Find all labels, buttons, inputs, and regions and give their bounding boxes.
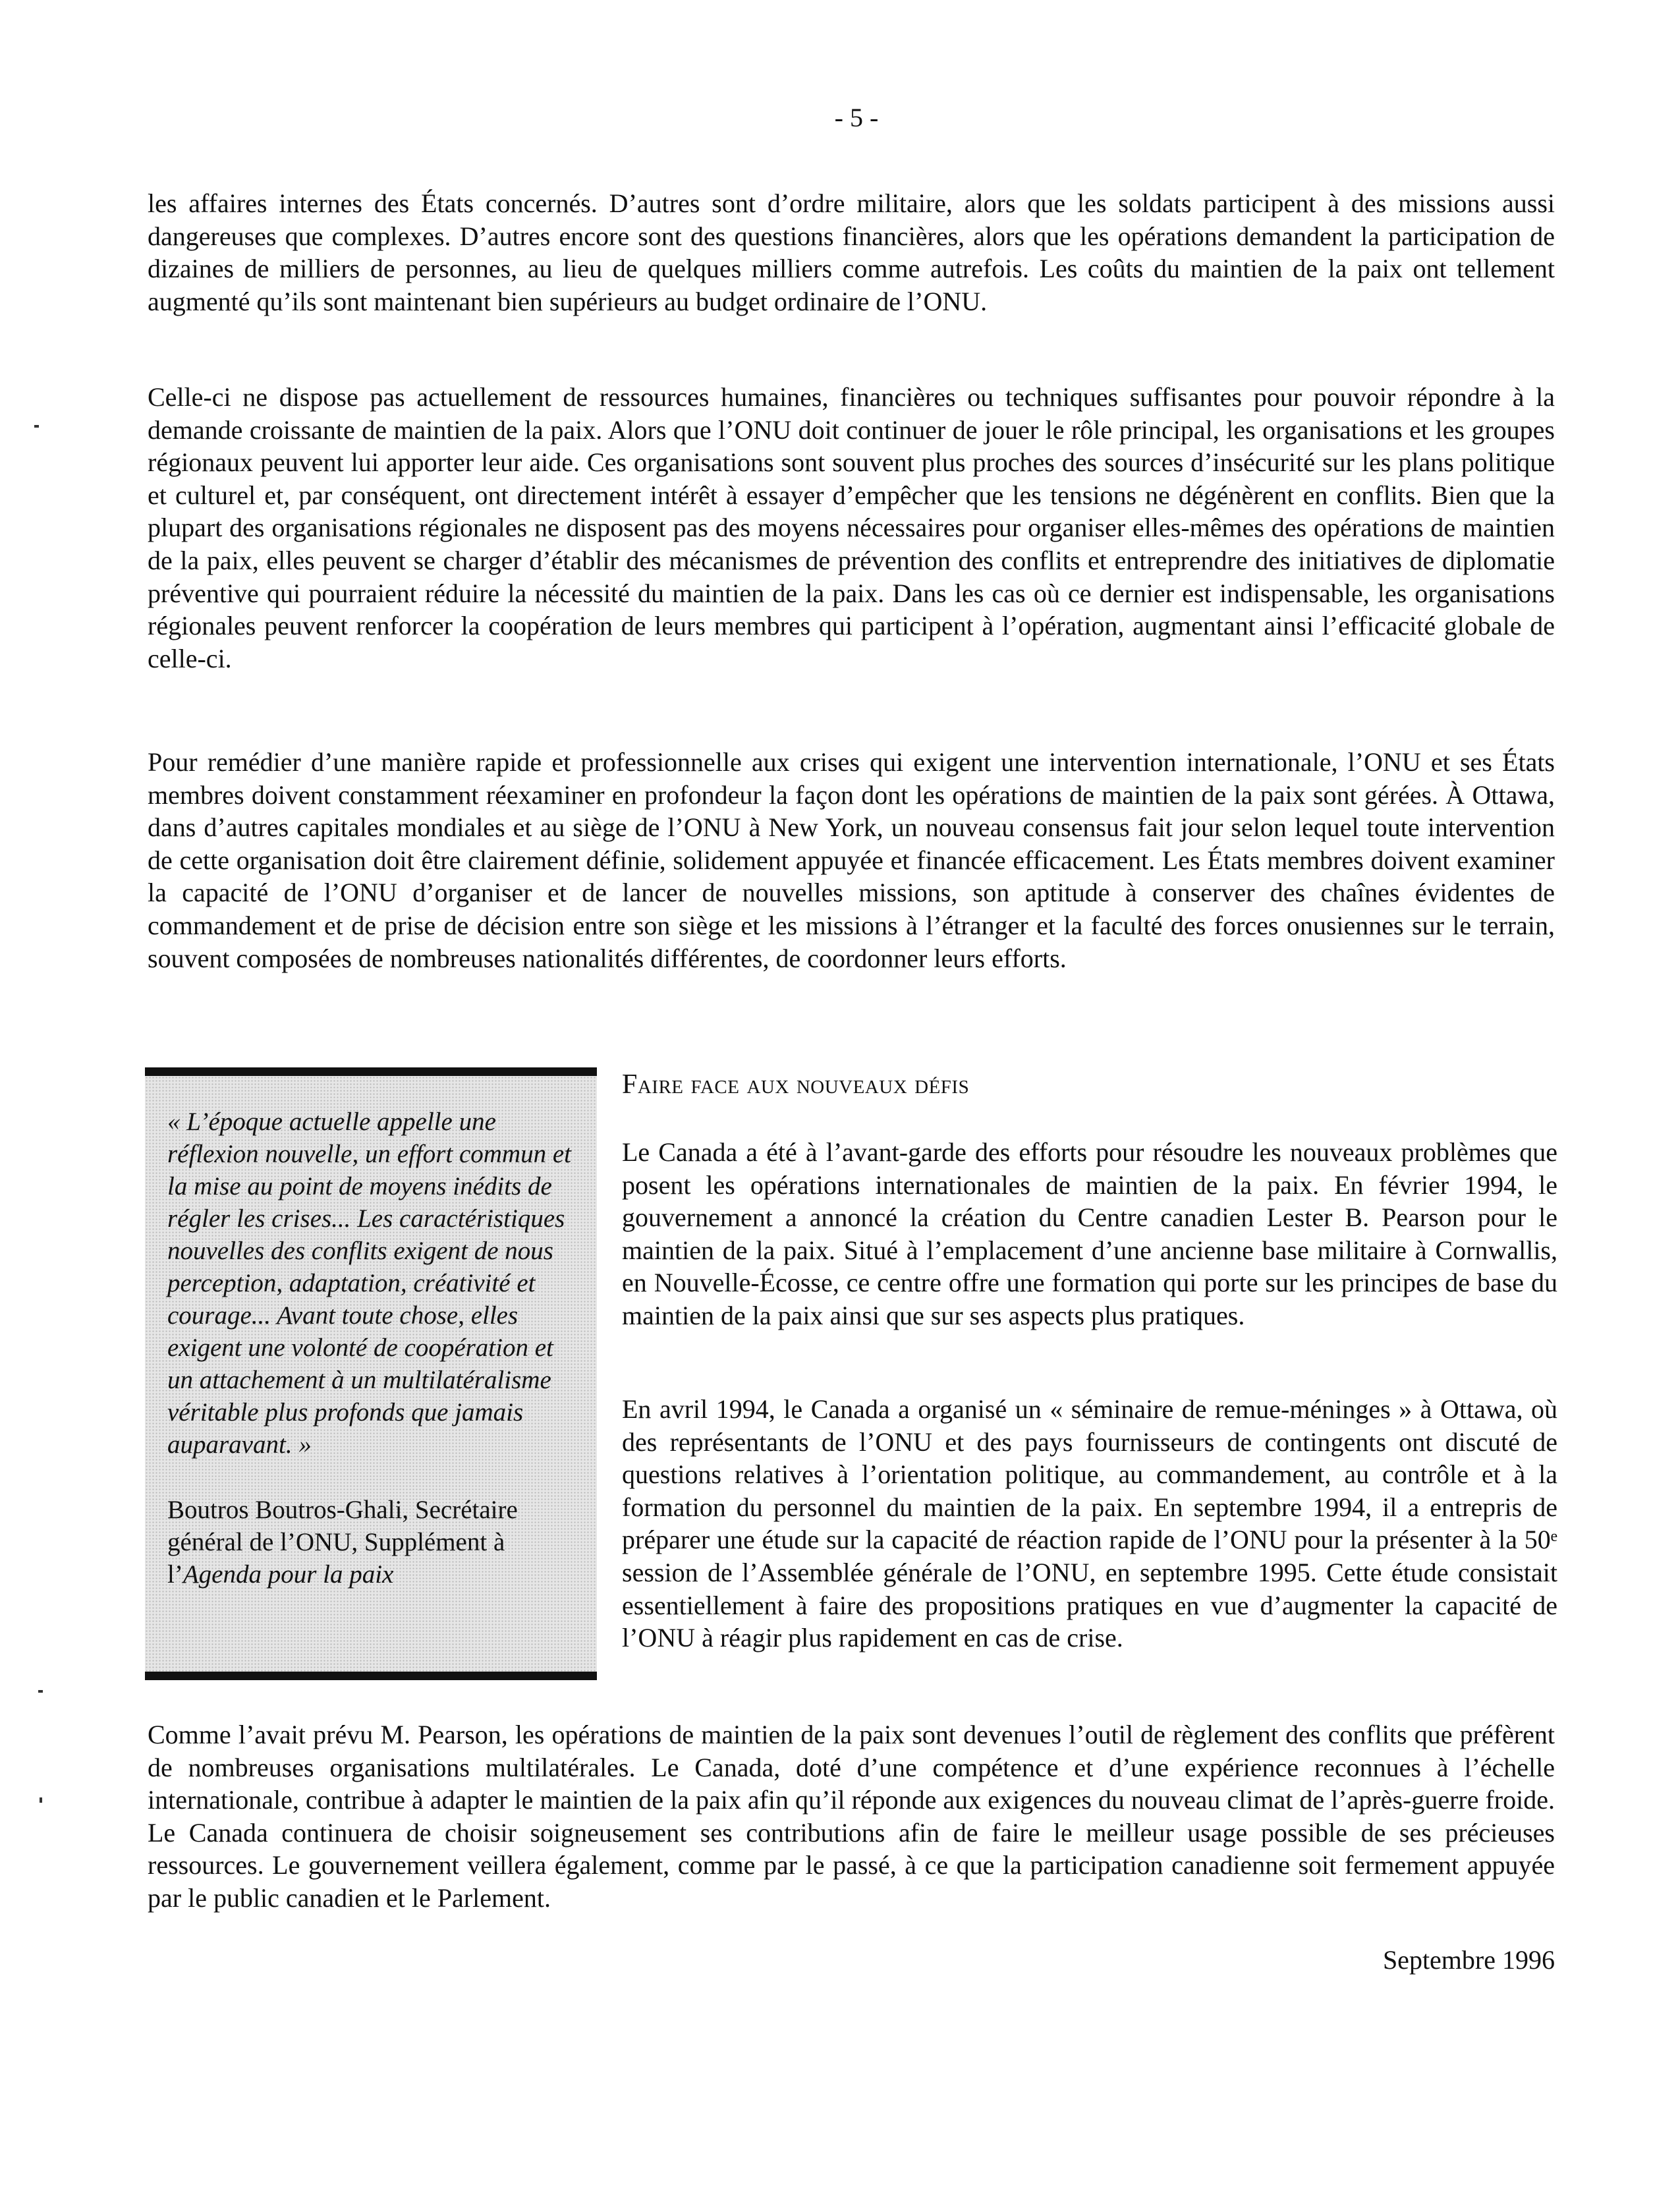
scan-speck bbox=[34, 425, 39, 428]
sidebar-attribution bbox=[167, 1494, 580, 1591]
body-paragraph: En avril 1994, le Canada a organisé un « séminaire de remue-méninges » à Ottawa, où des représentants de l’ONU et des pays fournisseurs de contingents ont discuté de questions relatives à l’orientation politique, au commandement, au contrôle et à la formation du personnel du maintien de la paix. En septembre 1994, il a entrepris de préparer une étude sur la capacité de réaction rapide de l’ONU pour la présenter à la 50ᵉ session de l’Assemblée générale de l’ONU, en septembre 1995. Cette étude consistait essentiellement à faire des propositions pratiques en vue d’augmenter la capacité de l’ONU à réagir plus rapidement en cas de crise. bbox=[622, 1394, 1557, 1653]
scan-speck bbox=[40, 1797, 42, 1803]
body-paragraph: Comme l’avait prévu M. Pearson, les opérations de maintien de la paix sont devenues l’outil de règlement des conflits que préfèrent de nombreuses organisations multilatérales. Le Canada, doté d’une compétence et d’une expérience reconnues à l’échelle internationale, contribue à adapter le maintien de la paix afin qu’il réponde aux exigences du nouveau climat de l’après-guerre froide. Le Canada continuera de choisir soigneusement ses contributions afin de faire le meilleur usage possible de ses précieuses ressources. Le gouvernement veillera également, comme par le passé, à ce que la participation canadienne soit fermement appuyée par le public canadien et le Parlement. bbox=[148, 1720, 1555, 1913]
body-paragraph: les affaires internes des États concernés. D’autres sont d’ordre militaire, alors que les soldats participent à des missions aussi dangereuses que complexes. D’autres encore sont des questions financières, alors que les opérations demandent la participation de dizaines de milliers de personnes, au lieu de quelques milliers comme autrefois. Les coûts du maintien de la paix ont tellement augmenté qu’ils sont maintenant bien supérieurs au budget ordinaire de l’ONU. bbox=[148, 188, 1555, 316]
page-number: - 5 - bbox=[834, 103, 879, 132]
body-paragraph: Celle-ci ne dispose pas actuellement de ressources humaines, financières ou techniques suffisantes pour pouvoir répondre à la demande croissante de maintien de la paix. Alors que l’ONU doit continuer de jouer le rôle principal, les organisations et les groupes régionaux peuvent lui apporter leur aide. Ces organisations sont souvent plus proches des sources d’insécurité sur les plans politique et culturel et, par conséquent, ont directement intérêt à essayer d’empêcher que les tensions ne dégénèrent en conflits. Bien que la plupart des organisations régionales ne disposent pas des moyens nécessaires pour organiser elles-mêmes des opérations de maintien de la paix, elles peuvent se charger d’établir des mécanismes de prévention des conflits et entreprendre des initiatives de diplomatie préventive qui pourraient réduire la nécessité du maintien de la paix. Dans les cas où ce dernier est indispensable, les organisations régionales peuvent renforcer la coopération de leurs membres qui participent à l’opération, augmentant ainsi l’efficacité globale de celle-ci. bbox=[148, 382, 1555, 673]
sidebar-quote: « L’époque actuelle appelle une réflexion nouvelle, un effort commun et la mise au point de moyens inédits de régler les crises... Les caractéristiques nouvelles des conflits exigent de nous perception, adaptation, créativité et courage... Avant toute chose, elles exigent une volonté de coopération et un attachement à un multilatéralisme véritable plus profonds que jamais auparavant. » bbox=[167, 1108, 571, 1459]
attribution-title: Agenda pour la paix bbox=[182, 1560, 394, 1589]
scan-speck bbox=[38, 1690, 43, 1693]
attribution-text: Boutros Boutros-Ghali, Secrétaire général de l’ONU, Supplément à l’ bbox=[167, 1496, 518, 1589]
document-date: Septembre 1996 bbox=[1382, 1945, 1555, 1975]
body-paragraph: Pour remédier d’une manière rapide et professionnelle aux crises qui exigent une intervention internationale, l’ONU et ses États membres doivent constamment réexaminer en profondeur la façon dont les opérations de maintien de la paix sont gérées. À Ottawa, dans d’autres capitales mondiales et au siège de l’ONU à New York, un nouveau consensus fait jour selon lequel toute intervention de cette organisation doit être clairement définie, solidement appuyée et financée efficacement. Les États membres doivent examiner la capacité de l’ONU d’organiser et de lancer de nouvelles missions, son aptitude à conserver des chaînes évidentes de commandement et de prise de décision entre son siège et les missions à l’étranger et la faculté des forces onusiennes sur le terrain, souvent composées de nombreuses nationalités différentes, de coordonner leurs efforts. bbox=[148, 747, 1555, 973]
body-paragraph: Le Canada a été à l’avant-garde des efforts pour résoudre les nouveaux problèmes que posent les opérations internationales de maintien de la paix. En février 1994, le gouvernement a annoncé la création du Centre canadien Lester B. Pearson pour le maintien de la paix. Situé à l’emplacement d’une ancienne base militaire à Cornwallis, en Nouvelle-Écosse, ce centre offre une formation qui porte sur les principes de base du maintien de la paix ainsi que sur ses aspects plus pratiques. bbox=[622, 1137, 1557, 1330]
quote-sidebar bbox=[145, 1067, 597, 1680]
section-heading: Faire face aux nouveaux défis bbox=[622, 1069, 970, 1100]
